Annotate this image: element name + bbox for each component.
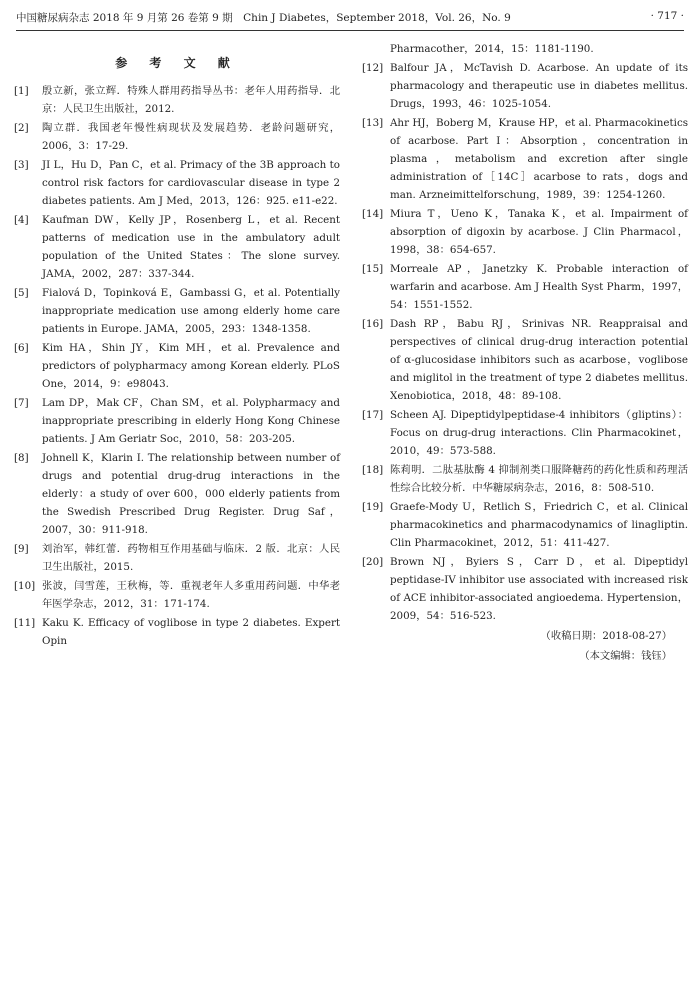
reference-number: [2] — [14, 122, 29, 134]
reference-item — [362, 59, 688, 113]
running-header — [16, 10, 684, 30]
reference-number: [16] — [362, 318, 384, 330]
reference-text: Morreale AP，Janetzky K. Probable interaction of warfarin and acarbose. Am J Health Syst Pharm，1997，54：1551-1552. — [390, 263, 688, 311]
reference-text: Kaufman DW，Kelly JP，Rosenberg L，et al. Recent patterns of medication use in the ambulatory adult population of the United States：The slone survey. JAMA，2002，287：337-344. — [42, 214, 340, 280]
reference-item — [14, 156, 340, 210]
reference-item — [362, 114, 688, 204]
reference-number: [11] — [14, 617, 36, 629]
reference-number: [9] — [14, 543, 29, 555]
reference-text: Dash RP，Babu RJ，Srinivas NR. Reappraisal and perspectives of clinical drug-drug interaction potential of α-glucosidase inhibitors such as acarbose，voglibose and miglitol in the treatment of type 2 diabetes mellitus. Xenobiotica，2018，48：89-108. — [390, 318, 688, 402]
reference-text: 殷立新，张立辉．特殊人群用药指导丛书：老年人用药指导．北京：人民卫生出版社，2012. — [42, 85, 340, 115]
reference-number: [15] — [362, 263, 384, 275]
journal-header: 中国糖尿病杂志 2018 年 9 月第 26 卷第 9 期 Chin J Diabetes，September 2018，Vol. 26，No. 9 — [16, 12, 511, 24]
reference-number: [6] — [14, 342, 29, 354]
reference-text: 张波，闫雪莲，王秋梅，等．重视老年人多重用药问题．中华老年医学杂志，2012，31：171-174. — [42, 580, 340, 610]
reference-item — [362, 498, 688, 552]
reference-text: Miura T，Ueno K，Tanaka K，et al. Impairment of absorption of digoxin by acarbose. J Clin Pharmacol，1998，38：654-657. — [390, 208, 688, 256]
reference-text: JI L，Hu D，Pan C，et al. Primacy of the 3B approach to control risk factors for cardiovascular disease in type 2 diabetes patients. Am J Med，2013，126：925. e11-e22. — [42, 159, 340, 207]
reference-number: [10] — [14, 580, 36, 592]
reference-number: [5] — [14, 287, 29, 299]
reference-text: 陈莉明．二肽基肽酶 4 抑制剂类口服降糖药的药化性质和药理活性综合比较分析．中华糖尿病杂志，2016，8：508-510. — [390, 464, 688, 494]
reference-number: [17] — [362, 409, 384, 421]
reference-item — [14, 540, 340, 576]
reference-item — [362, 205, 688, 259]
reference-item — [362, 260, 688, 314]
editor-note: （本文编辑：钱钰） — [579, 650, 672, 662]
section-title: 参 考 文 献 — [115, 56, 239, 70]
reference-continuation: Pharmacother，2014，15：1181-1190. — [390, 43, 594, 55]
reference-number: [7] — [14, 397, 29, 409]
reference-number: [8] — [14, 452, 29, 464]
right-column — [362, 40, 688, 665]
reference-text: Scheen AJ. Dipeptidylpeptidase-4 inhibitors（gliptins）：Focus on drug-drug interactions. Clin Pharmacokinet，2010，49：573-588. — [390, 409, 688, 457]
reference-item — [14, 449, 340, 539]
reference-text: 刘治军，韩红蕾．药物相互作用基础与临床．2 版．北京：人民卫生出版社，2015. — [42, 543, 340, 573]
left-column — [14, 40, 340, 651]
reference-text: Graefe-Mody U，Retlich S，Friedrich C，et al. Clinical pharmacokinetics and pharmacodynamics of linagliptin. Clin Pharmacokinet，2012，51：411-427. — [390, 501, 688, 549]
reference-list-left — [14, 82, 340, 650]
reference-item — [14, 577, 340, 613]
reference-number: [12] — [362, 62, 384, 74]
reference-text: Brown NJ，Byiers S，Carr D，et al. Dipeptidyl peptidase-IV inhibitor use associated with increased risk of ACE inhibitor-associated angioedema. Hypertension，2009，54：516-523. — [390, 556, 688, 622]
page-number: · 717 · — [650, 10, 684, 22]
reference-item — [362, 406, 688, 460]
reference-number: [1] — [14, 85, 29, 97]
received-date: （收稿日期：2018-08-27） — [540, 630, 672, 642]
reference-item — [362, 315, 688, 405]
reference-number: [4] — [14, 214, 29, 226]
reference-list-right — [362, 59, 688, 625]
reference-text: 陶立群．我国老年慢性病现状及发展趋势．老龄问题研究，2006，3：17-29. — [42, 122, 340, 152]
reference-item — [14, 614, 340, 650]
reference-number: [20] — [362, 556, 384, 568]
reference-item — [14, 82, 340, 118]
reference-text: Kim HA，Shin JY，Kim MH，et al. Prevalence and predictors of polypharmacy among Korean elderly. PLoS One，2014，9：e98043. — [42, 342, 340, 390]
reference-text: Kaku K. Efficacy of voglibose in type 2 diabetes. Expert Opin — [42, 617, 340, 647]
reference-item — [14, 339, 340, 393]
reference-text: Fialová D，Topinková E，Gambassi G，et al. Potentially inappropriate medication use among elderly home care patients in Europe. JAMA，2005，293：1348-1358. — [42, 287, 340, 335]
reference-item — [14, 284, 340, 338]
reference-text: Balfour JA，McTavish D. Acarbose. An update of its pharmacology and therapeutic use in diabetes mellitus. Drugs，1993，46：1025-1054. — [390, 62, 688, 110]
reference-item — [14, 211, 340, 283]
reference-item — [14, 394, 340, 448]
reference-item — [14, 119, 340, 155]
reference-number: [19] — [362, 501, 384, 513]
reference-number: [3] — [14, 159, 29, 171]
reference-number: [13] — [362, 117, 384, 129]
reference-number: [14] — [362, 208, 384, 220]
header-rule — [16, 30, 684, 31]
reference-text: Lam DP，Mak CF，Chan SM，et al. Polypharmacy and inappropriate prescribing in elderly Hong Kong Chinese patients. J Am Geriatr Soc，2010，58：203-205. — [42, 397, 340, 445]
reference-number: [18] — [362, 464, 384, 476]
reference-text: Ahr HJ，Boberg M，Krause HP，et al. Pharmacokinetics of acarbose. Part I：Absorption，concentration in plasma，metabolism and excretion after single administration of［14C］acarbose to rats，dogs and man. Arzneimittelforschung，1989，39：1254-1260. — [390, 117, 688, 201]
reference-item — [362, 553, 688, 625]
reference-item — [362, 461, 688, 497]
reference-text: Johnell K，Klarin I. The relationship between number of drugs and potential drug-drug interactions in the elderly：a study of over 600，000 elderly patients from the Swedish Prescribed Drug Register. Drug Saf，2007，30：911-918. — [42, 452, 340, 536]
